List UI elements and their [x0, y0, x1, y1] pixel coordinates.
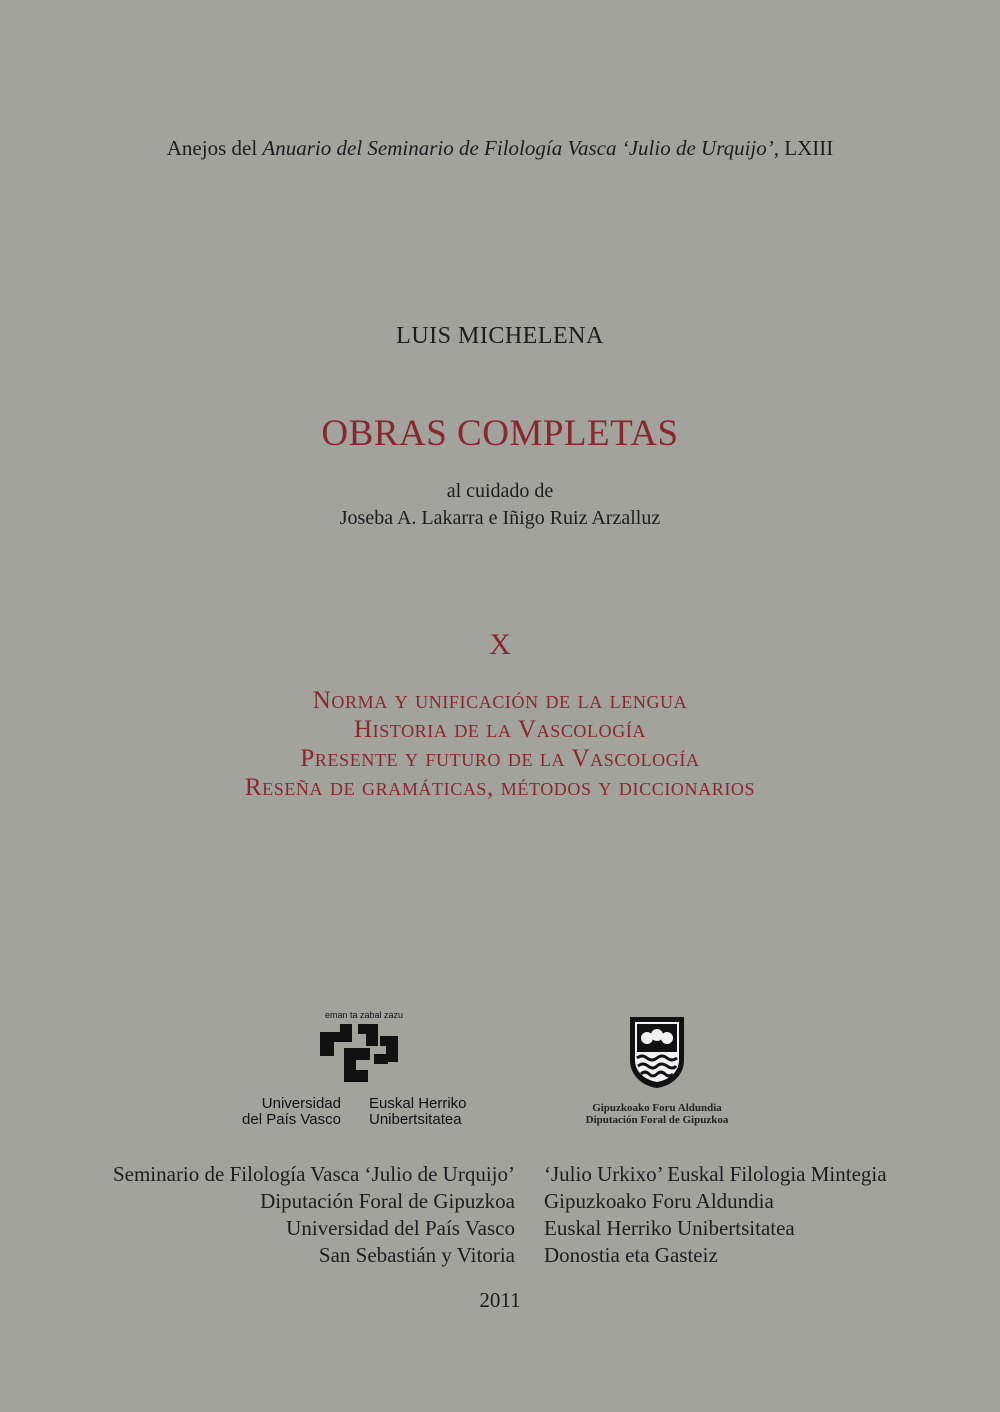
publisher-line: San Sebastián y Vitoria — [318, 1243, 515, 1267]
volume-contents — [0, 686, 1000, 802]
volume-number: X — [489, 628, 511, 661]
subtitle-line: Reseña de gramáticas, métodos y diccionarios — [244, 774, 756, 801]
editorial-note: al cuidado de — [446, 480, 554, 502]
subtitle-line: Norma y unificación de la lengua — [312, 687, 688, 714]
upv-name-basque — [369, 1096, 467, 1128]
publishers-spanish — [113, 1161, 515, 1269]
author-name: LUIS MICHELENA — [396, 323, 604, 349]
upv-motto: eman ta zabal zazu — [325, 1010, 404, 1020]
shield-icon — [627, 1014, 687, 1090]
subtitle-line: Presente y futuro de la Vascología — [300, 745, 700, 772]
upv-name-line: Unibertsitatea — [369, 1111, 462, 1128]
upv-name-line: Universidad — [261, 1095, 341, 1112]
upv-ehu-logo — [228, 1010, 488, 1140]
publisher-line: Universidad del País Vasco — [286, 1216, 515, 1240]
series-prefix: Anejos del — [166, 136, 263, 160]
editors-names: Joseba A. Lakarra e Iñigo Ruiz Arzalluz — [339, 507, 661, 529]
publisher-line: Seminario de Filología Vasca ‘Julio de Urquijo’ — [112, 1162, 515, 1186]
subtitle-line: Historia de la Vascología — [353, 716, 647, 743]
book-title: OBRAS COMPLETAS — [321, 413, 679, 454]
publisher-line: Gipuzkoako Foru Aldundia — [544, 1189, 774, 1213]
gipuzkoa-name-spanish: Diputación Foral de Gipuzkoa — [585, 1114, 729, 1126]
gipuzkoa-logo — [575, 1014, 745, 1134]
upv-name-line: del País Vasco — [242, 1111, 341, 1128]
publisher-line: Diputación Foral de Gipuzkoa — [260, 1189, 515, 1213]
publishers-basque — [544, 1161, 887, 1269]
series-number: LXIII — [779, 136, 834, 160]
upv-emblem-icon — [318, 1022, 400, 1090]
publication-year: 2011 — [479, 1288, 521, 1312]
publisher-line: ‘Julio Urkixo’ Euskal Filologia Mintegia — [544, 1162, 887, 1186]
gipuzkoa-name-basque: Gipuzkoako Foru Aldundia — [592, 1102, 722, 1114]
gipuzkoa-logo-text — [575, 1102, 739, 1126]
series-line — [0, 136, 1000, 161]
series-italic-title: Anuario del Seminario de Filología Vasca ‘Julio de Urquijo’, — [262, 136, 779, 160]
upv-name-line: Euskal Herriko — [369, 1095, 467, 1112]
publisher-line: Donostia eta Gasteiz — [544, 1243, 718, 1267]
publisher-line: Euskal Herriko Unibertsitatea — [544, 1216, 795, 1240]
upv-name-spanish — [228, 1096, 341, 1128]
